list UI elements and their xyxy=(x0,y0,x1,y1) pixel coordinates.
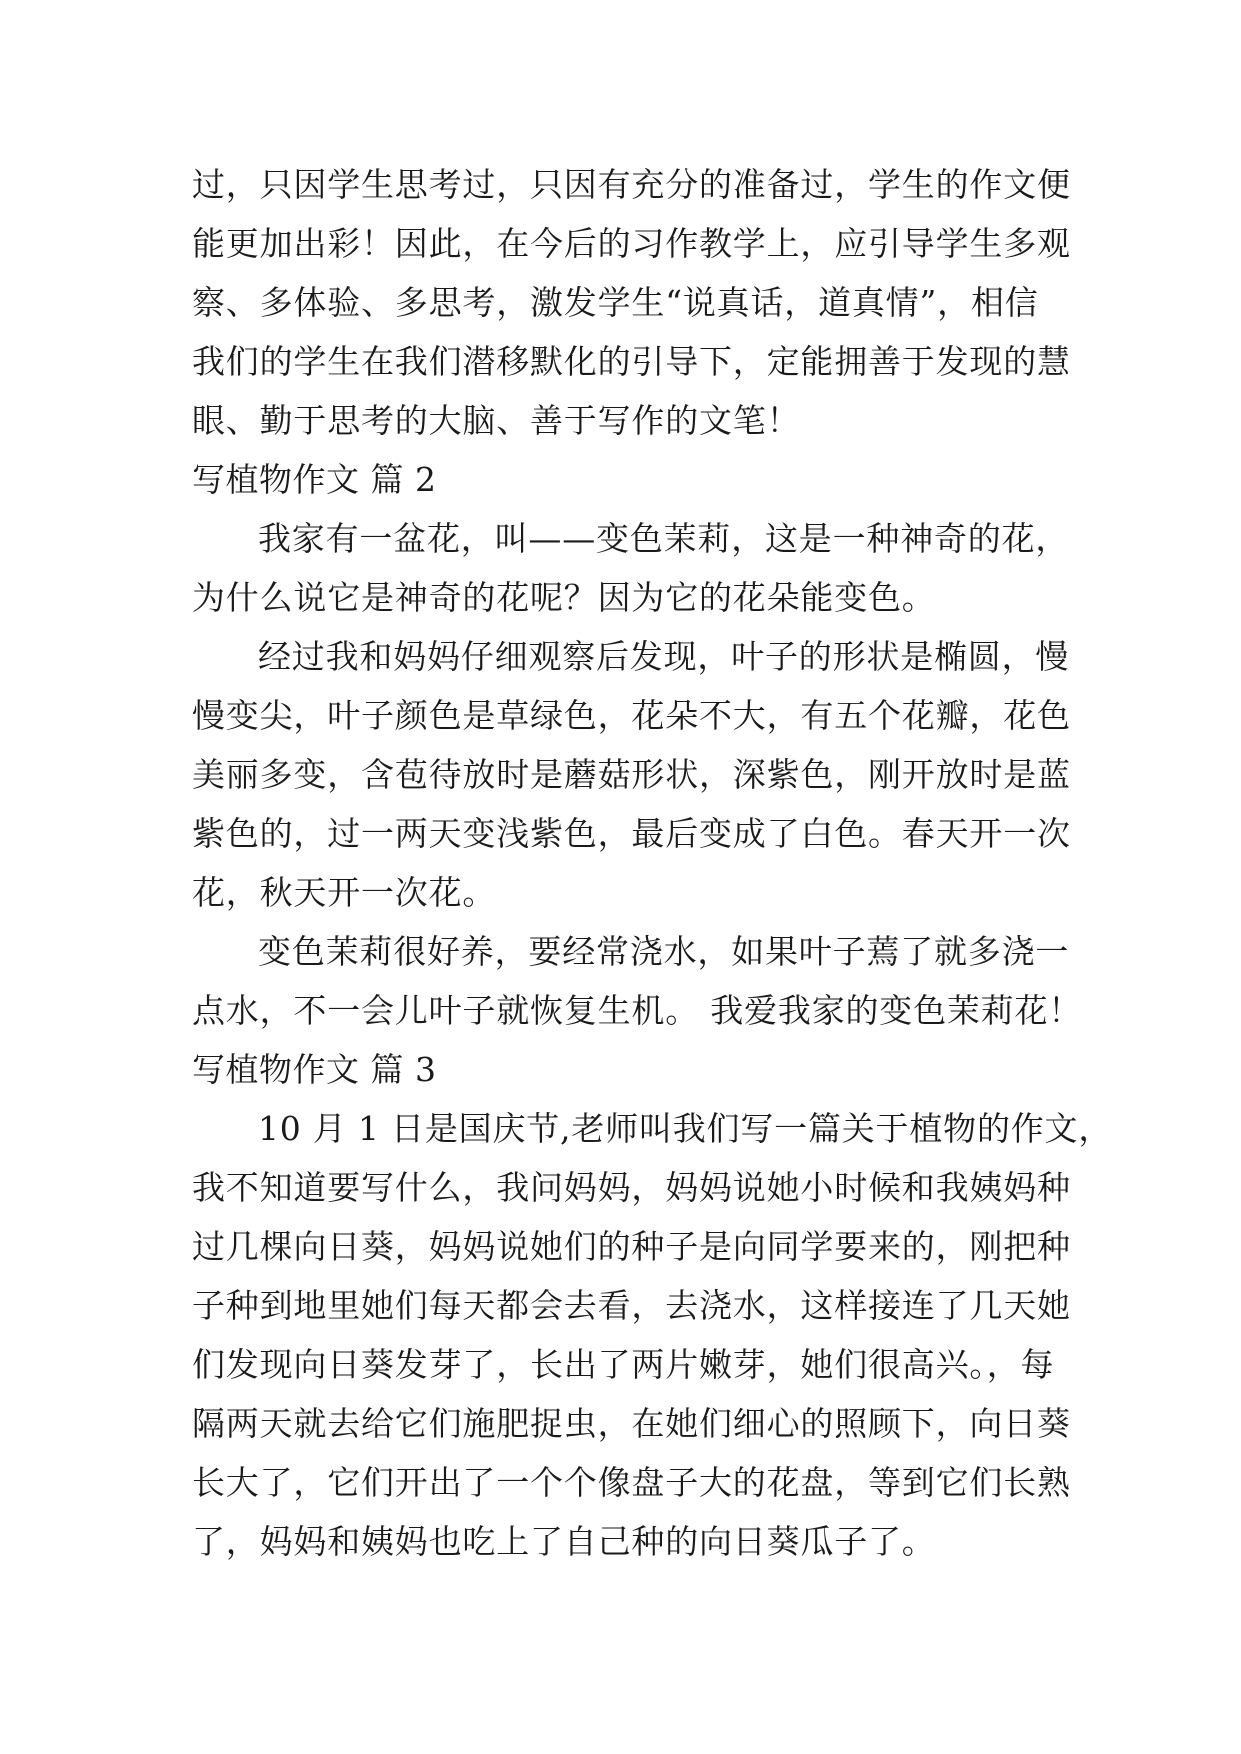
section-heading: 写植物作文 篇 3 xyxy=(192,1050,437,1089)
paragraph-line: 10 月 1 日是国庆节,老师叫我们写一篇关于植物的作文， xyxy=(258,1109,1113,1148)
section-heading: 写植物作文 篇 2 xyxy=(192,460,437,499)
paragraph-line: 长大了，它们开出了一个个像盘子大的花盘，等到它们长熟 xyxy=(192,1463,1071,1502)
paragraph-line: 能更加出彩！因此，在今后的习作教学上，应引导学生多观 xyxy=(192,224,1071,263)
paragraph-line: 我不知道要写什么，我问妈妈，妈妈说她小时候和我姨妈种 xyxy=(192,1168,1071,1207)
paragraph-line: 紫色的，过一两天变浅紫色，最后变成了白色。春天开一次 xyxy=(192,814,1071,853)
paragraph-line: 了，妈妈和姨妈也吃上了自己种的向日葵瓜子了。 xyxy=(192,1522,936,1561)
paragraph-line: 为什么说它是神奇的花呢？因为它的花朵能变色。 xyxy=(192,578,936,617)
paragraph-line: 花，秋天开一次花。 xyxy=(192,873,497,912)
paragraph-line: 眼、勤于思考的大脑、善于写作的文笔！ xyxy=(192,401,801,440)
paragraph-line: 察、多体验、多思考，激发学生“说真话，道真情”，相信 xyxy=(192,283,1039,322)
paragraph-line: 过，只因学生思考过，只因有充分的准备过，学生的作文便 xyxy=(192,165,1071,204)
paragraph-line: 美丽多变，含苞待放时是蘑菇形状，深紫色，刚开放时是蓝 xyxy=(192,755,1071,794)
paragraph-line: 变色茉莉很好养，要经常浇水，如果叶子蔫了就多浇一 xyxy=(258,932,1070,971)
paragraph-line: 慢变尖，叶子颜色是草绿色，花朵不大，有五个花瓣，花色 xyxy=(192,696,1071,735)
paragraph-line: 经过我和妈妈仔细观察后发现，叶子的形状是椭圆，慢 xyxy=(258,637,1070,676)
paragraph-line: 们发现向日葵发芽了，长出了两片嫩芽，她们很高兴。，每 xyxy=(192,1345,1055,1384)
paragraph-line: 我们的学生在我们潜移默化的引导下，定能拥善于发现的慧 xyxy=(192,342,1071,381)
paragraph-line: 我家有一盆花，叫——变色茉莉，这是一种神奇的花， xyxy=(258,519,1070,558)
paragraph-line: 点水，不一会儿叶子就恢复生机。 我爱我家的变色茉莉花！ xyxy=(192,991,1083,1030)
paragraph-line: 子种到地里她们每天都会去看，去浇水，这样接连了几天她 xyxy=(192,1286,1071,1325)
paragraph-line: 隔两天就去给它们施肥捉虫，在她们细心的照顾下，向日葵 xyxy=(192,1404,1071,1443)
paragraph-line: 过几棵向日葵，妈妈说她们的种子是向同学要来的，刚把种 xyxy=(192,1227,1071,1266)
